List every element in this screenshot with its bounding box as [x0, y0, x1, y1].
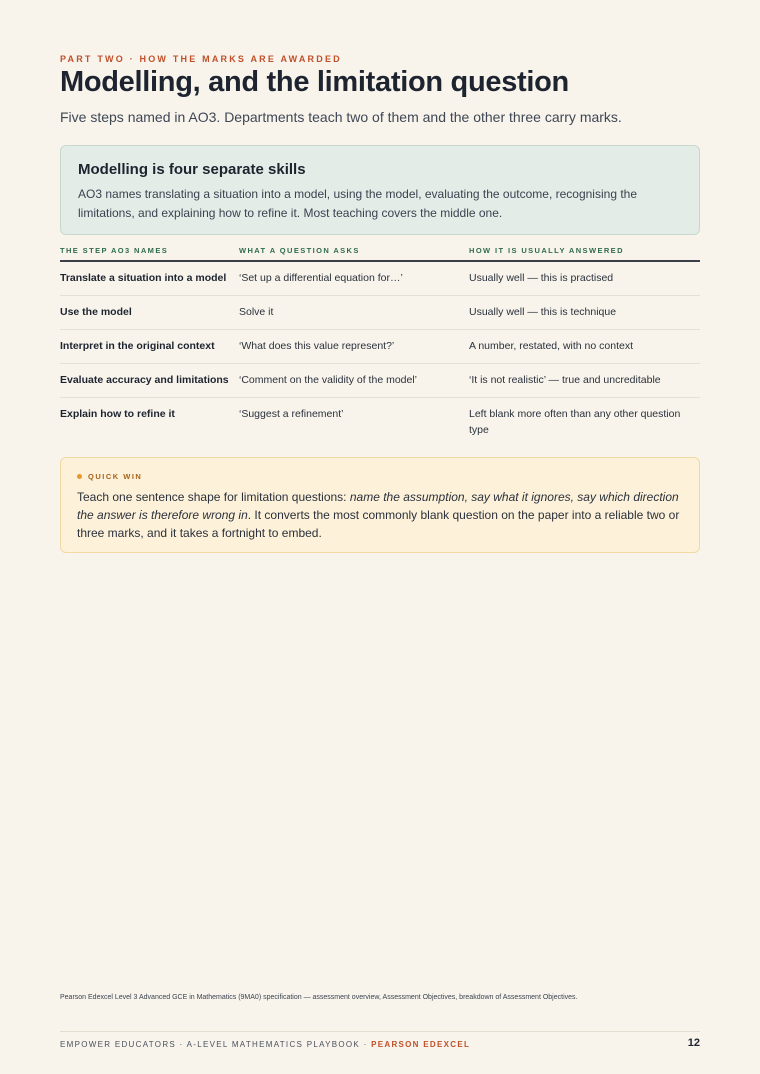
table-row: [60, 296, 700, 330]
page-title: Modelling, and the limitation question: [60, 66, 569, 98]
page: [60, 0, 700, 1074]
quick-win-label-text: QUICK WIN: [88, 472, 143, 481]
table-header: [60, 246, 700, 262]
cell-answer: Usually well — this is technique: [469, 306, 617, 318]
footer-divider: [60, 1031, 700, 1032]
cell-step: Explain how to refine it: [60, 408, 175, 420]
page-number: 12: [687, 1037, 700, 1049]
cell-answer: Usually well — this is practised: [469, 272, 614, 284]
cell-question: ‘Suggest a refinement’: [239, 408, 344, 420]
footer-text: [60, 1040, 470, 1049]
cell-answer: ‘It is not realistic’ — true and uncreditable: [469, 374, 661, 386]
callout-title: Modelling is four separate skills: [78, 161, 306, 178]
callout-body: AO3 names translating a situation into a model, using the model, evaluating the outcome, recognising the limitations, and explaining how to refine it. Most teaching covers the middle one.: [78, 187, 638, 220]
footer-series: EMPOWER EDUCATORS · A-LEVEL MATHEMATICS PLAYBOOK ·: [60, 1040, 372, 1049]
header-answer: HOW IT IS USUALLY ANSWERED: [469, 246, 624, 255]
quick-win-intro: Teach one sentence shape for limitation questions:: [77, 490, 350, 504]
bullet-dot-icon: [77, 474, 82, 479]
table-row: [60, 262, 700, 296]
cell-question: ‘Comment on the validity of the model’: [239, 374, 418, 386]
quick-win-emphasis: name the assumption, say what it ignores, say which direction the answer is therefore wrong in: [77, 490, 679, 522]
quick-win-label: [77, 472, 683, 481]
summary-callout: [60, 145, 700, 235]
table-row: [60, 398, 700, 448]
cell-step: Use the model: [60, 306, 132, 318]
cell-answer: A number, restated, with no context: [469, 340, 634, 352]
section-kicker: PART TWO · HOW THE MARKS ARE AWARDED: [60, 54, 342, 64]
cell-step: Interpret in the original context: [60, 340, 215, 352]
source-footnote: Pearson Edexcel Level 3 Advanced GCE in Mathematics (9MA0) specification — assessment overview, Assessment Objectives, breakdown of Assessment Objectives.: [60, 994, 578, 1001]
cell-answer: Left blank more often than any other question type: [469, 408, 681, 436]
cell-question: ‘Set up a differential equation for…’: [239, 272, 403, 284]
footer-brand: PEARSON EDEXCEL: [371, 1040, 471, 1049]
cell-question: Solve it: [239, 306, 274, 318]
header-question: WHAT A QUESTION ASKS: [239, 246, 360, 255]
ao3-steps-table: [60, 246, 700, 448]
quick-win-body: [77, 488, 683, 542]
table-row: [60, 330, 700, 364]
quick-win-callout: [60, 457, 700, 553]
quick-win-outro: . It converts the most commonly blank question on the paper into a reliable two or three marks, and it takes a fortnight to embed.: [77, 508, 680, 540]
table-row: [60, 364, 700, 398]
cell-question: ‘What does this value represent?’: [239, 340, 395, 352]
page-subtitle: Five steps named in AO3. Departments teach two of them and the other three carry marks.: [60, 109, 622, 125]
cell-step: Translate a situation into a model: [60, 272, 227, 284]
header-step: THE STEP AO3 NAMES: [60, 246, 169, 255]
cell-step: Evaluate accuracy and limitations: [60, 374, 229, 386]
